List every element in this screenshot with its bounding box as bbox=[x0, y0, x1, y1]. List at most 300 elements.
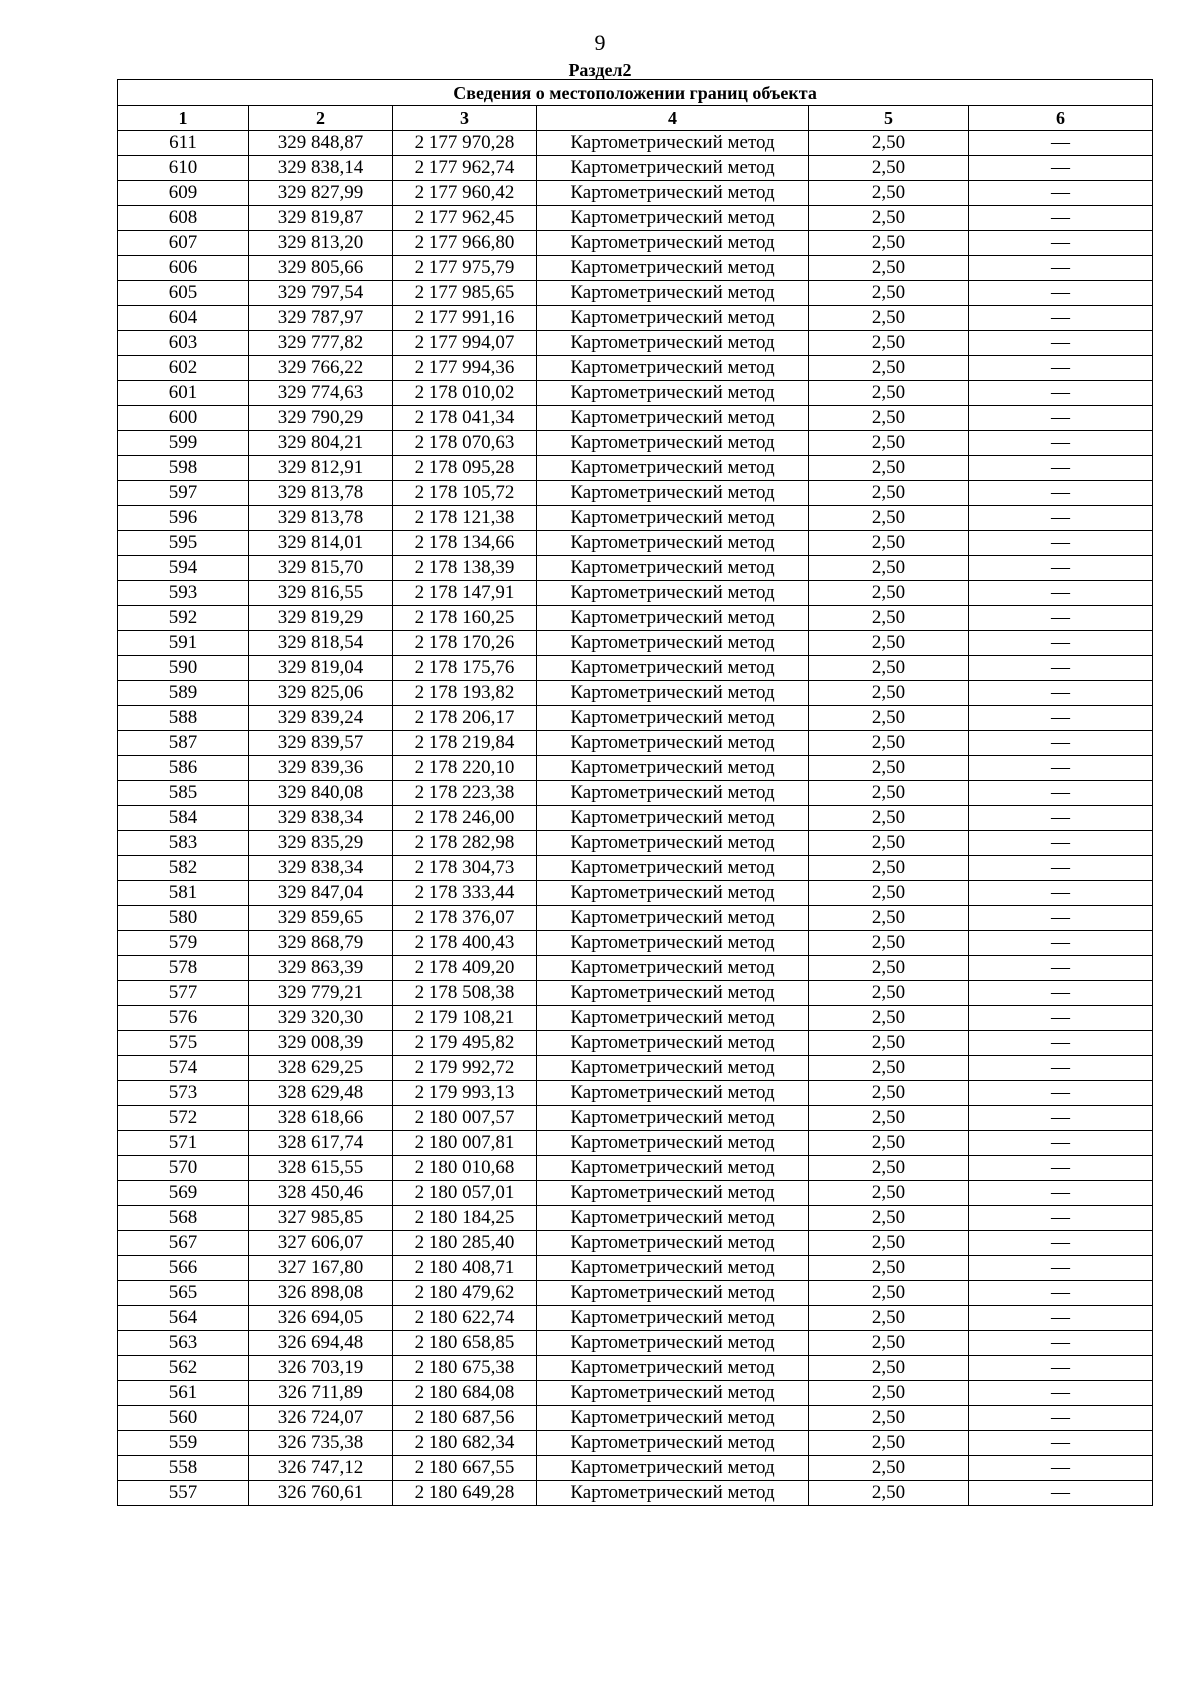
x-coordinate-cell: 326 724,07 bbox=[249, 1406, 393, 1431]
y-coordinate-cell: 2 178 304,73 bbox=[393, 856, 537, 881]
method-cell: Картометрический метод bbox=[537, 181, 809, 206]
x-coordinate-cell: 329 813,78 bbox=[249, 506, 393, 531]
point-number-cell: 596 bbox=[118, 506, 249, 531]
method-cell: Картометрический метод bbox=[537, 1481, 809, 1506]
y-coordinate-cell: 2 178 147,91 bbox=[393, 581, 537, 606]
accuracy-cell: 2,50 bbox=[809, 1281, 969, 1306]
accuracy-cell: 2,50 bbox=[809, 931, 969, 956]
point-number-cell: 566 bbox=[118, 1256, 249, 1281]
table-row bbox=[118, 256, 1153, 281]
point-number-cell: 584 bbox=[118, 806, 249, 831]
method-cell: Картометрический метод bbox=[537, 1356, 809, 1381]
table-row bbox=[118, 431, 1153, 456]
point-number-cell: 561 bbox=[118, 1381, 249, 1406]
method-cell: Картометрический метод bbox=[537, 1056, 809, 1081]
x-coordinate-cell: 329 847,04 bbox=[249, 881, 393, 906]
method-cell: Картометрический метод bbox=[537, 606, 809, 631]
method-cell: Картометрический метод bbox=[537, 1081, 809, 1106]
description-cell: — bbox=[969, 356, 1153, 381]
table-row bbox=[118, 806, 1153, 831]
description-cell: — bbox=[969, 956, 1153, 981]
x-coordinate-cell: 329 797,54 bbox=[249, 281, 393, 306]
y-coordinate-cell: 2 177 991,16 bbox=[393, 306, 537, 331]
table-row bbox=[118, 1081, 1153, 1106]
point-number-cell: 586 bbox=[118, 756, 249, 781]
table-row bbox=[118, 906, 1153, 931]
description-cell: — bbox=[969, 1156, 1153, 1181]
point-number-cell: 593 bbox=[118, 581, 249, 606]
accuracy-cell: 2,50 bbox=[809, 1081, 969, 1106]
accuracy-cell: 2,50 bbox=[809, 381, 969, 406]
x-coordinate-cell: 329 805,66 bbox=[249, 256, 393, 281]
table-row bbox=[118, 356, 1153, 381]
point-number-cell: 591 bbox=[118, 631, 249, 656]
x-coordinate-cell: 326 747,12 bbox=[249, 1456, 393, 1481]
point-number-cell: 569 bbox=[118, 1181, 249, 1206]
method-cell: Картометрический метод bbox=[537, 906, 809, 931]
point-number-cell: 562 bbox=[118, 1356, 249, 1381]
table-row bbox=[118, 1131, 1153, 1156]
table-row bbox=[118, 831, 1153, 856]
point-number-cell: 573 bbox=[118, 1081, 249, 1106]
x-coordinate-cell: 326 760,61 bbox=[249, 1481, 393, 1506]
y-coordinate-cell: 2 180 479,62 bbox=[393, 1281, 537, 1306]
accuracy-cell: 2,50 bbox=[809, 231, 969, 256]
y-coordinate-cell: 2 179 495,82 bbox=[393, 1031, 537, 1056]
description-cell: — bbox=[969, 281, 1153, 306]
method-cell: Картометрический метод bbox=[537, 1181, 809, 1206]
y-coordinate-cell: 2 178 206,17 bbox=[393, 706, 537, 731]
x-coordinate-cell: 329 008,39 bbox=[249, 1031, 393, 1056]
y-coordinate-cell: 2 178 409,20 bbox=[393, 956, 537, 981]
x-coordinate-cell: 326 694,05 bbox=[249, 1306, 393, 1331]
table-row bbox=[118, 656, 1153, 681]
y-coordinate-cell: 2 178 160,25 bbox=[393, 606, 537, 631]
table-row bbox=[118, 1481, 1153, 1506]
method-cell: Картометрический метод bbox=[537, 281, 809, 306]
point-number-cell: 575 bbox=[118, 1031, 249, 1056]
x-coordinate-cell: 329 774,63 bbox=[249, 381, 393, 406]
method-cell: Картометрический метод bbox=[537, 806, 809, 831]
point-number-cell: 564 bbox=[118, 1306, 249, 1331]
table-row bbox=[118, 731, 1153, 756]
x-coordinate-cell: 326 694,48 bbox=[249, 1331, 393, 1356]
y-coordinate-cell: 2 177 966,80 bbox=[393, 231, 537, 256]
accuracy-cell: 2,50 bbox=[809, 631, 969, 656]
accuracy-cell: 2,50 bbox=[809, 1306, 969, 1331]
column-header: 4 bbox=[537, 106, 809, 131]
description-cell: — bbox=[969, 1456, 1153, 1481]
table-row bbox=[118, 781, 1153, 806]
y-coordinate-cell: 2 179 992,72 bbox=[393, 1056, 537, 1081]
y-coordinate-cell: 2 178 508,38 bbox=[393, 981, 537, 1006]
x-coordinate-cell: 327 985,85 bbox=[249, 1206, 393, 1231]
accuracy-cell: 2,50 bbox=[809, 1056, 969, 1081]
x-coordinate-cell: 328 617,74 bbox=[249, 1131, 393, 1156]
table-row bbox=[118, 1181, 1153, 1206]
y-coordinate-cell: 2 178 333,44 bbox=[393, 881, 537, 906]
column-header: 1 bbox=[118, 106, 249, 131]
description-cell: — bbox=[969, 631, 1153, 656]
accuracy-cell: 2,50 bbox=[809, 1031, 969, 1056]
point-number-cell: 610 bbox=[118, 156, 249, 181]
method-cell: Картометрический метод bbox=[537, 131, 809, 156]
y-coordinate-cell: 2 177 960,42 bbox=[393, 181, 537, 206]
method-cell: Картометрический метод bbox=[537, 706, 809, 731]
table-row bbox=[118, 606, 1153, 631]
x-coordinate-cell: 329 819,29 bbox=[249, 606, 393, 631]
accuracy-cell: 2,50 bbox=[809, 456, 969, 481]
table-row bbox=[118, 531, 1153, 556]
y-coordinate-cell: 2 178 193,82 bbox=[393, 681, 537, 706]
method-cell: Картометрический метод bbox=[537, 781, 809, 806]
method-cell: Картометрический метод bbox=[537, 1006, 809, 1031]
table-row bbox=[118, 156, 1153, 181]
point-number-cell: 605 bbox=[118, 281, 249, 306]
accuracy-cell: 2,50 bbox=[809, 881, 969, 906]
method-cell: Картометрический метод bbox=[537, 931, 809, 956]
point-number-cell: 585 bbox=[118, 781, 249, 806]
point-number-cell: 568 bbox=[118, 1206, 249, 1231]
method-cell: Картометрический метод bbox=[537, 1306, 809, 1331]
description-cell: — bbox=[969, 931, 1153, 956]
x-coordinate-cell: 328 629,48 bbox=[249, 1081, 393, 1106]
description-cell: — bbox=[969, 456, 1153, 481]
table-row bbox=[118, 456, 1153, 481]
accuracy-cell: 2,50 bbox=[809, 956, 969, 981]
table-row bbox=[118, 1156, 1153, 1181]
table-row bbox=[118, 506, 1153, 531]
accuracy-cell: 2,50 bbox=[809, 1106, 969, 1131]
method-cell: Картометрический метод bbox=[537, 1406, 809, 1431]
method-cell: Картометрический метод bbox=[537, 331, 809, 356]
y-coordinate-cell: 2 180 649,28 bbox=[393, 1481, 537, 1506]
method-cell: Картометрический метод bbox=[537, 1256, 809, 1281]
point-number-cell: 598 bbox=[118, 456, 249, 481]
y-coordinate-cell: 2 180 684,08 bbox=[393, 1381, 537, 1406]
description-cell: — bbox=[969, 581, 1153, 606]
accuracy-cell: 2,50 bbox=[809, 856, 969, 881]
accuracy-cell: 2,50 bbox=[809, 1256, 969, 1281]
point-number-cell: 567 bbox=[118, 1231, 249, 1256]
table-row bbox=[118, 1031, 1153, 1056]
y-coordinate-cell: 2 178 170,26 bbox=[393, 631, 537, 656]
method-cell: Картометрический метод bbox=[537, 1281, 809, 1306]
method-cell: Картометрический метод bbox=[537, 506, 809, 531]
description-cell: — bbox=[969, 231, 1153, 256]
y-coordinate-cell: 2 178 121,38 bbox=[393, 506, 537, 531]
method-cell: Картометрический метод bbox=[537, 631, 809, 656]
x-coordinate-cell: 329 835,29 bbox=[249, 831, 393, 856]
point-number-cell: 557 bbox=[118, 1481, 249, 1506]
description-cell: — bbox=[969, 306, 1153, 331]
y-coordinate-cell: 2 177 994,07 bbox=[393, 331, 537, 356]
point-number-cell: 579 bbox=[118, 931, 249, 956]
accuracy-cell: 2,50 bbox=[809, 1231, 969, 1256]
table-row bbox=[118, 331, 1153, 356]
description-cell: — bbox=[969, 1356, 1153, 1381]
method-cell: Картометрический метод bbox=[537, 881, 809, 906]
x-coordinate-cell: 327 167,80 bbox=[249, 1256, 393, 1281]
description-cell: — bbox=[969, 381, 1153, 406]
y-coordinate-cell: 2 178 070,63 bbox=[393, 431, 537, 456]
table-row bbox=[118, 1331, 1153, 1356]
table-row bbox=[118, 706, 1153, 731]
y-coordinate-cell: 2 177 975,79 bbox=[393, 256, 537, 281]
accuracy-cell: 2,50 bbox=[809, 156, 969, 181]
y-coordinate-cell: 2 178 138,39 bbox=[393, 556, 537, 581]
y-coordinate-cell: 2 180 184,25 bbox=[393, 1206, 537, 1231]
accuracy-cell: 2,50 bbox=[809, 581, 969, 606]
method-cell: Картометрический метод bbox=[537, 756, 809, 781]
section-title: Раздел2 bbox=[568, 60, 632, 80]
table-row bbox=[118, 1456, 1153, 1481]
y-coordinate-cell: 2 180 682,34 bbox=[393, 1431, 537, 1456]
table-row bbox=[118, 1306, 1153, 1331]
x-coordinate-cell: 329 827,99 bbox=[249, 181, 393, 206]
x-coordinate-cell: 329 839,24 bbox=[249, 706, 393, 731]
accuracy-cell: 2,50 bbox=[809, 306, 969, 331]
point-number-cell: 563 bbox=[118, 1331, 249, 1356]
method-cell: Картометрический метод bbox=[537, 1031, 809, 1056]
table-row bbox=[118, 1356, 1153, 1381]
description-cell: — bbox=[969, 806, 1153, 831]
y-coordinate-cell: 2 177 970,28 bbox=[393, 131, 537, 156]
y-coordinate-cell: 2 178 400,43 bbox=[393, 931, 537, 956]
column-header: 6 bbox=[969, 106, 1153, 131]
x-coordinate-cell: 329 766,22 bbox=[249, 356, 393, 381]
method-cell: Картометрический метод bbox=[537, 981, 809, 1006]
method-cell: Картометрический метод bbox=[537, 1206, 809, 1231]
method-cell: Картометрический метод bbox=[537, 306, 809, 331]
method-cell: Картометрический метод bbox=[537, 531, 809, 556]
point-number-cell: 571 bbox=[118, 1131, 249, 1156]
accuracy-cell: 2,50 bbox=[809, 731, 969, 756]
y-coordinate-cell: 2 180 285,40 bbox=[393, 1231, 537, 1256]
accuracy-cell: 2,50 bbox=[809, 1381, 969, 1406]
accuracy-cell: 2,50 bbox=[809, 781, 969, 806]
table-row bbox=[118, 306, 1153, 331]
point-number-cell: 578 bbox=[118, 956, 249, 981]
description-cell: — bbox=[969, 1306, 1153, 1331]
y-coordinate-cell: 2 178 220,10 bbox=[393, 756, 537, 781]
method-cell: Картометрический метод bbox=[537, 356, 809, 381]
table-row bbox=[118, 381, 1153, 406]
x-coordinate-cell: 329 815,70 bbox=[249, 556, 393, 581]
method-cell: Картометрический метод bbox=[537, 1381, 809, 1406]
y-coordinate-cell: 2 178 041,34 bbox=[393, 406, 537, 431]
point-number-cell: 594 bbox=[118, 556, 249, 581]
method-cell: Картометрический метод bbox=[537, 856, 809, 881]
table-row bbox=[118, 1056, 1153, 1081]
accuracy-cell: 2,50 bbox=[809, 981, 969, 1006]
point-number-cell: 560 bbox=[118, 1406, 249, 1431]
table-row bbox=[118, 631, 1153, 656]
x-coordinate-cell: 329 777,82 bbox=[249, 331, 393, 356]
point-number-cell: 588 bbox=[118, 706, 249, 731]
point-number-cell: 576 bbox=[118, 1006, 249, 1031]
x-coordinate-cell: 328 618,66 bbox=[249, 1106, 393, 1131]
column-header: 2 bbox=[249, 106, 393, 131]
table-row bbox=[118, 131, 1153, 156]
y-coordinate-cell: 2 177 994,36 bbox=[393, 356, 537, 381]
description-cell: — bbox=[969, 706, 1153, 731]
column-header: 5 bbox=[809, 106, 969, 131]
point-number-cell: 559 bbox=[118, 1431, 249, 1456]
point-number-cell: 592 bbox=[118, 606, 249, 631]
point-number-cell: 589 bbox=[118, 681, 249, 706]
method-cell: Картометрический метод bbox=[537, 1131, 809, 1156]
x-coordinate-cell: 329 839,36 bbox=[249, 756, 393, 781]
y-coordinate-cell: 2 180 667,55 bbox=[393, 1456, 537, 1481]
point-number-cell: 577 bbox=[118, 981, 249, 1006]
y-coordinate-cell: 2 178 134,66 bbox=[393, 531, 537, 556]
method-cell: Картометрический метод bbox=[537, 1331, 809, 1356]
description-cell: — bbox=[969, 681, 1153, 706]
description-cell: — bbox=[969, 181, 1153, 206]
method-cell: Картометрический метод bbox=[537, 1431, 809, 1456]
accuracy-cell: 2,50 bbox=[809, 806, 969, 831]
y-coordinate-cell: 2 180 658,85 bbox=[393, 1331, 537, 1356]
description-cell: — bbox=[969, 156, 1153, 181]
description-cell: — bbox=[969, 1031, 1153, 1056]
point-number-cell: 590 bbox=[118, 656, 249, 681]
method-cell: Картометрический метод bbox=[537, 431, 809, 456]
table-row bbox=[118, 1106, 1153, 1131]
table-row bbox=[118, 1381, 1153, 1406]
accuracy-cell: 2,50 bbox=[809, 656, 969, 681]
column-header: 3 bbox=[393, 106, 537, 131]
table-row bbox=[118, 1231, 1153, 1256]
description-cell: — bbox=[969, 781, 1153, 806]
y-coordinate-cell: 2 178 095,28 bbox=[393, 456, 537, 481]
y-coordinate-cell: 2 178 175,76 bbox=[393, 656, 537, 681]
y-coordinate-cell: 2 177 962,45 bbox=[393, 206, 537, 231]
accuracy-cell: 2,50 bbox=[809, 1356, 969, 1381]
method-cell: Картометрический метод bbox=[537, 956, 809, 981]
y-coordinate-cell: 2 180 010,68 bbox=[393, 1156, 537, 1181]
method-cell: Картометрический метод bbox=[537, 156, 809, 181]
y-coordinate-cell: 2 180 687,56 bbox=[393, 1406, 537, 1431]
y-coordinate-cell: 2 177 962,74 bbox=[393, 156, 537, 181]
x-coordinate-cell: 329 320,30 bbox=[249, 1006, 393, 1031]
point-number-cell: 595 bbox=[118, 531, 249, 556]
y-coordinate-cell: 2 178 105,72 bbox=[393, 481, 537, 506]
point-number-cell: 607 bbox=[118, 231, 249, 256]
method-cell: Картометрический метод bbox=[537, 481, 809, 506]
y-coordinate-cell: 2 180 408,71 bbox=[393, 1256, 537, 1281]
x-coordinate-cell: 329 859,65 bbox=[249, 906, 393, 931]
accuracy-cell: 2,50 bbox=[809, 706, 969, 731]
table-row bbox=[118, 1006, 1153, 1031]
description-cell: — bbox=[969, 731, 1153, 756]
x-coordinate-cell: 329 819,04 bbox=[249, 656, 393, 681]
table-row bbox=[118, 956, 1153, 981]
accuracy-cell: 2,50 bbox=[809, 1206, 969, 1231]
accuracy-cell: 2,50 bbox=[809, 681, 969, 706]
table-row bbox=[118, 931, 1153, 956]
accuracy-cell: 2,50 bbox=[809, 1006, 969, 1031]
y-coordinate-cell: 2 177 985,65 bbox=[393, 281, 537, 306]
table-body bbox=[118, 131, 1153, 1506]
description-cell: — bbox=[969, 656, 1153, 681]
description-cell: — bbox=[969, 1381, 1153, 1406]
accuracy-cell: 2,50 bbox=[809, 1456, 969, 1481]
accuracy-cell: 2,50 bbox=[809, 531, 969, 556]
table-caption: Сведения о местоположении границ объекта bbox=[118, 80, 1153, 106]
x-coordinate-cell: 329 790,29 bbox=[249, 406, 393, 431]
method-cell: Картометрический метод bbox=[537, 206, 809, 231]
description-cell: — bbox=[969, 406, 1153, 431]
description-cell: — bbox=[969, 1056, 1153, 1081]
description-cell: — bbox=[969, 1081, 1153, 1106]
accuracy-cell: 2,50 bbox=[809, 506, 969, 531]
point-number-cell: 583 bbox=[118, 831, 249, 856]
accuracy-cell: 2,50 bbox=[809, 1431, 969, 1456]
y-coordinate-cell: 2 178 246,00 bbox=[393, 806, 537, 831]
x-coordinate-cell: 329 779,21 bbox=[249, 981, 393, 1006]
accuracy-cell: 2,50 bbox=[809, 356, 969, 381]
x-coordinate-cell: 326 898,08 bbox=[249, 1281, 393, 1306]
table-row bbox=[118, 206, 1153, 231]
point-number-cell: 597 bbox=[118, 481, 249, 506]
y-coordinate-cell: 2 178 219,84 bbox=[393, 731, 537, 756]
method-cell: Картометрический метод bbox=[537, 381, 809, 406]
accuracy-cell: 2,50 bbox=[809, 1181, 969, 1206]
table-row bbox=[118, 556, 1153, 581]
accuracy-cell: 2,50 bbox=[809, 131, 969, 156]
x-coordinate-cell: 329 818,54 bbox=[249, 631, 393, 656]
accuracy-cell: 2,50 bbox=[809, 756, 969, 781]
x-coordinate-cell: 329 804,21 bbox=[249, 431, 393, 456]
description-cell: — bbox=[969, 1256, 1153, 1281]
y-coordinate-cell: 2 179 993,13 bbox=[393, 1081, 537, 1106]
x-coordinate-cell: 329 819,87 bbox=[249, 206, 393, 231]
x-coordinate-cell: 329 812,91 bbox=[249, 456, 393, 481]
description-cell: — bbox=[969, 1431, 1153, 1456]
table-row bbox=[118, 1256, 1153, 1281]
point-number-cell: 611 bbox=[118, 131, 249, 156]
table-row bbox=[118, 681, 1153, 706]
description-cell: — bbox=[969, 881, 1153, 906]
accuracy-cell: 2,50 bbox=[809, 331, 969, 356]
point-number-cell: 601 bbox=[118, 381, 249, 406]
point-number-cell: 570 bbox=[118, 1156, 249, 1181]
description-cell: — bbox=[969, 431, 1153, 456]
x-coordinate-cell: 328 629,25 bbox=[249, 1056, 393, 1081]
table-row bbox=[118, 1406, 1153, 1431]
description-cell: — bbox=[969, 1181, 1153, 1206]
accuracy-cell: 2,50 bbox=[809, 606, 969, 631]
table-row bbox=[118, 1206, 1153, 1231]
x-coordinate-cell: 329 848,87 bbox=[249, 131, 393, 156]
accuracy-cell: 2,50 bbox=[809, 1481, 969, 1506]
description-cell: — bbox=[969, 481, 1153, 506]
description-cell: — bbox=[969, 331, 1153, 356]
method-cell: Картометрический метод bbox=[537, 456, 809, 481]
x-coordinate-cell: 329 787,97 bbox=[249, 306, 393, 331]
description-cell: — bbox=[969, 856, 1153, 881]
point-number-cell: 572 bbox=[118, 1106, 249, 1131]
point-number-cell: 609 bbox=[118, 181, 249, 206]
x-coordinate-cell: 327 606,07 bbox=[249, 1231, 393, 1256]
table-header-row bbox=[118, 106, 1153, 131]
point-number-cell: 580 bbox=[118, 906, 249, 931]
point-number-cell: 604 bbox=[118, 306, 249, 331]
y-coordinate-cell: 2 180 007,57 bbox=[393, 1106, 537, 1131]
y-coordinate-cell: 2 180 622,74 bbox=[393, 1306, 537, 1331]
x-coordinate-cell: 329 838,34 bbox=[249, 856, 393, 881]
